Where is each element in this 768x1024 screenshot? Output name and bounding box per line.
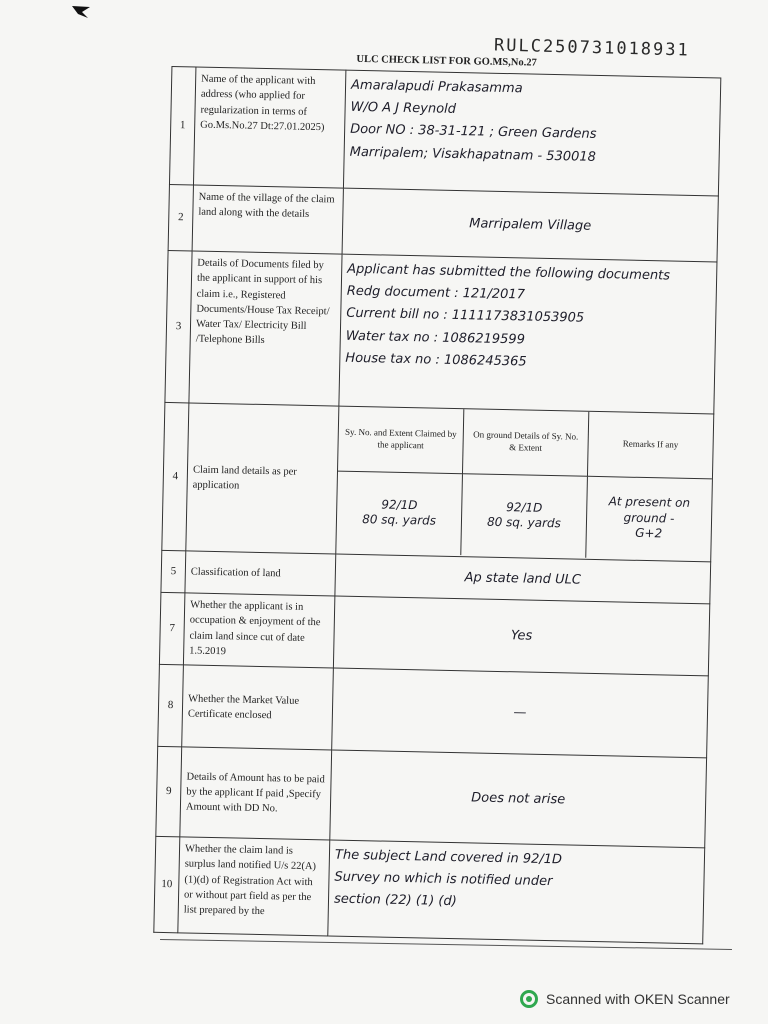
row-answer: Marripalem Village	[342, 188, 718, 262]
row-number: 1	[169, 67, 195, 185]
answer-line: Survey no which is notified under	[334, 869, 553, 890]
row-answer: Yes	[333, 596, 709, 676]
scanner-watermark	[520, 990, 730, 1008]
answer-line: Applicant has submitted the following documents	[347, 261, 671, 284]
row-answer	[328, 840, 705, 944]
table-row	[165, 251, 717, 414]
table-row	[156, 747, 707, 848]
remarks: At present on ground - G+2	[586, 476, 712, 561]
row-question: Name of the village of the claim land along with the details	[192, 185, 343, 254]
row-number: 2	[168, 185, 193, 251]
row-number: 10	[154, 837, 180, 933]
row-answer: Does not arise	[330, 750, 707, 848]
subheader: Sy. No. and Extent Claimed by the applicant	[338, 407, 464, 474]
reference-number: RULC250731018931	[493, 35, 690, 61]
row-answer: Ap state land ULC	[335, 554, 711, 604]
subheader: On ground Details of Sy. No. & Extent	[463, 409, 589, 476]
answer-line: section (22) (1) (d)	[333, 891, 457, 910]
corner-arrow-mark	[70, 4, 92, 20]
row-question: Whether the claim land is surplus land notified U/s 22(A)(1)(d) of Registration Act with or without part field as per the list prepared by the	[178, 837, 330, 936]
row-question: Name of the applicant with address (who applied for regularization in terms of Go.Ms.No.27 Dt:27.01.2025)	[193, 67, 345, 188]
scanner-watermark-text: Scanned with OKEN Scanner	[546, 991, 730, 1007]
answer-line: Door NO : 38-31-121 ; Green Gardens	[350, 122, 597, 143]
row-question: Whether the applicant is in occupation & enjoyment of the claim land since cut of date 1.5.2019	[183, 593, 334, 668]
table-row	[154, 837, 705, 944]
oken-scanner-logo-icon	[520, 990, 538, 1008]
checklist-table	[153, 40, 722, 945]
row-number: 7	[159, 593, 185, 665]
row-number: 4	[162, 403, 189, 551]
answer-line: Marripalem; Visakhapatnam - 530018	[349, 144, 597, 165]
row-question: Details of Documents filed by the applicant in support of his claim i.e., Registered Documents/House Tax Receipt/ Water Tax/ Electricity Bill /Telephone Bills	[189, 251, 342, 406]
table-row	[168, 185, 718, 262]
checklist-sheet	[153, 40, 722, 957]
claimed-extent: 92/1D 80 sq. yards	[336, 471, 462, 556]
row-number: 9	[156, 747, 182, 837]
table-title: ULC CHECK LIST FOR GO.MS,No.27	[172, 40, 721, 78]
row-question: Details of Amount has to be paid by the applicant If paid ,Specify Amount with DD No.	[180, 747, 332, 840]
table-row	[169, 67, 720, 196]
row-question: Classification of land	[185, 551, 336, 596]
ground-extent: 92/1D 80 sq. yards	[461, 473, 587, 558]
table-row	[159, 593, 709, 676]
answer-line: W/O A J Reynold	[350, 100, 457, 118]
claim-subtable-cell	[336, 406, 714, 562]
table-row	[158, 665, 709, 758]
answer-line: House tax no : 1086245365	[345, 350, 527, 370]
subheader: Remarks If any	[587, 412, 713, 479]
answer-line: Redg document : 121/2017	[346, 284, 526, 303]
row-number: 8	[158, 665, 184, 747]
row-answer	[343, 70, 720, 196]
row-number: 3	[165, 251, 192, 403]
claim-subtable	[336, 407, 713, 561]
row-number: 5	[161, 551, 186, 593]
answer-line: Current bill no : 1111173831053905	[346, 306, 585, 327]
row-answer: —	[332, 668, 709, 758]
row-question: Claim land details as per application	[186, 403, 339, 554]
answer-line: Water tax no : 1086219599	[345, 328, 526, 347]
answer-line: Amaralapudi Prakasamma	[350, 77, 523, 97]
table-row	[162, 403, 714, 562]
answer-line: The subject Land covered in 92/1D	[334, 847, 563, 868]
row-answer	[339, 254, 717, 414]
row-question: Whether the Market Value Certificate enclosed	[182, 665, 334, 750]
